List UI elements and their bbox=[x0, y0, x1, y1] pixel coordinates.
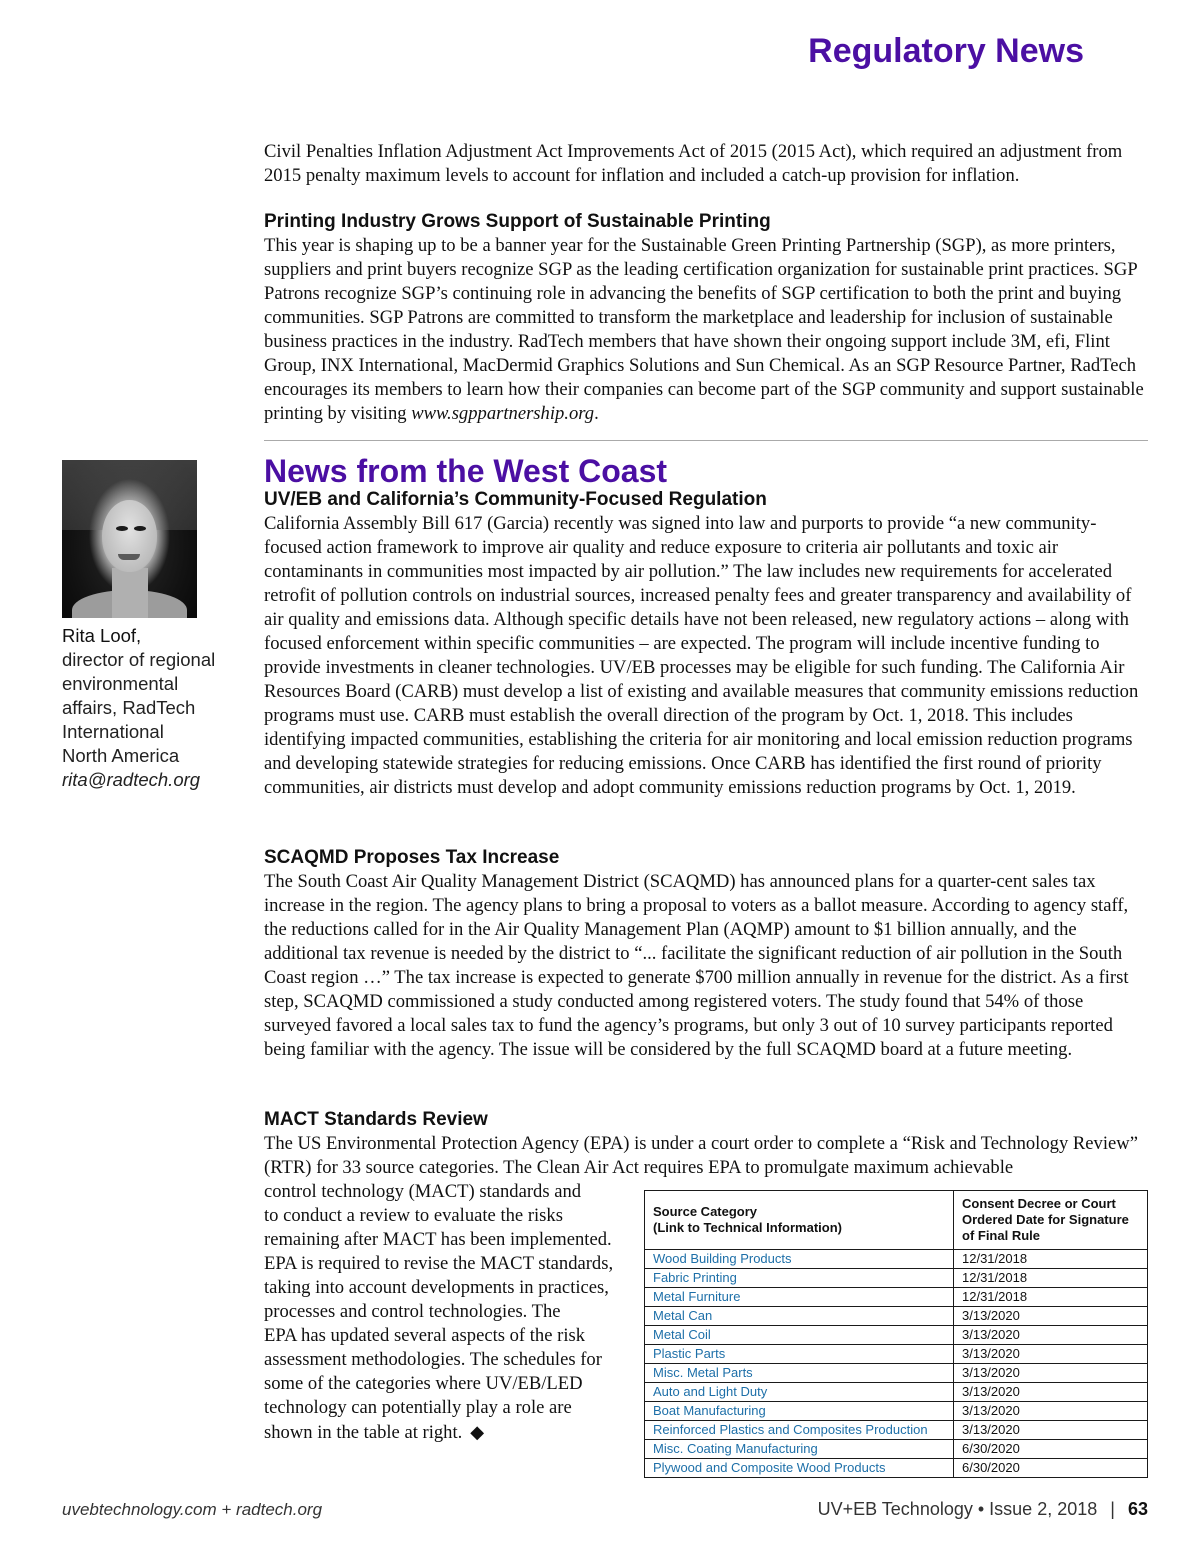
header-consent-date: Consent Decree or Court Ordered Date for Signature of Final Rule bbox=[954, 1191, 1148, 1250]
mact-line-last bbox=[264, 1420, 644, 1445]
sgp-heading: Printing Industry Grows Support of Sustainable Printing bbox=[264, 211, 771, 232]
photo-neck bbox=[112, 568, 148, 618]
section-divider bbox=[264, 440, 1148, 441]
date-cell: 3/13/2020 bbox=[954, 1421, 1148, 1440]
category-link[interactable]: Plastic Parts bbox=[645, 1345, 954, 1364]
author-title-line: International bbox=[62, 721, 164, 742]
mact-line: assessment methodologies. The schedules for bbox=[264, 1349, 602, 1370]
category-link[interactable]: Misc. Coating Manufacturing bbox=[645, 1440, 954, 1459]
date-cell: 3/13/2020 bbox=[954, 1364, 1148, 1383]
mact-line: processes and control technologies. The bbox=[264, 1301, 561, 1322]
author-email[interactable]: rita@radtech.org bbox=[62, 769, 201, 790]
table-row bbox=[645, 1288, 1148, 1307]
author-title-line: environmental bbox=[62, 673, 179, 694]
sgp-article bbox=[264, 210, 1148, 426]
sgp-link[interactable]: www.sgppartnership.org bbox=[411, 403, 595, 424]
mact-line: to conduct a review to evaluate the risks bbox=[264, 1205, 563, 1226]
west-coast-title: News from the West Coast bbox=[264, 453, 668, 489]
table-row bbox=[645, 1326, 1148, 1345]
date-cell: 6/30/2020 bbox=[954, 1440, 1148, 1459]
end-mark-icon: ◆ bbox=[470, 1422, 485, 1442]
footer-separator: | bbox=[1110, 1499, 1115, 1519]
table-row bbox=[645, 1269, 1148, 1288]
author-title-line: affairs, RadTech bbox=[62, 697, 196, 718]
header-source-category bbox=[645, 1191, 954, 1250]
header-source-category-label: Source Category bbox=[653, 1204, 758, 1219]
mact-line: EPA has updated several aspects of the risk bbox=[264, 1325, 586, 1346]
category-link[interactable]: Auto and Light Duty bbox=[645, 1383, 954, 1402]
article-mact bbox=[264, 1108, 1148, 1180]
ab617-body: California Assembly Bill 617 (Garcia) recently was signed into law and purports to provide “a new community-focused action framework to improve air quality and reduce exposure to criteria air pollutants and toxic air contaminants in communities most impacted by air pollution.” The law includes new requirements for accelerated retrofit of pollution controls on industrial sources, increased penalty fees and greater transparency and availability of air quality and emissions data. Although specific details have not been released, new regulatory actions – along with focused enforcement within specific communities – are expected. The program will include incentive funding to provide investments in cleaner technologies. UV/EB processes may be eligible for such funding. The California Air Resources Board (CARB) must develop a list of existing and available measures that community emissions reduction programs must use. CARB must establish the overall direction of the program by Oct. 1, 2018. This includes identifying impacted communities, establishing the criteria for air monitoring and local emission reduction programs and developing statewide strategies for reducing emissions. Once CARB has identified the first round of priority communities, air districts must develop and adopt community emissions reduction programs by Oct. 1, 2019. bbox=[264, 513, 1139, 798]
category-link[interactable]: Wood Building Products bbox=[645, 1250, 954, 1269]
mact-line: technology can potentially play a role are bbox=[264, 1397, 572, 1418]
table-row bbox=[645, 1364, 1148, 1383]
author-title-line: director of regional bbox=[62, 649, 216, 670]
table-header-row bbox=[645, 1191, 1148, 1250]
sgp-body bbox=[264, 234, 1148, 426]
table-row bbox=[645, 1307, 1148, 1326]
scaqmd-body: The South Coast Air Quality Management District (SCAQMD) has announced plans for a quarter-cent sales tax increase in the region. The agency plans to bring a proposal to voters as a ballot measure. According to agency staff, the reductions called for in the Air Quality Management Plan (AQMP) amount to $1 billion annually, and the additional tax revenue is needed by the district to “... facilitate the significant reduction of air pollution in the South Coast region …” The tax increase is expected to generate $700 million annually in revenue for the district. As a first step, SCAQMD commissioned a study conducted among registered voters. The study found that 54% of those surveyed favored a local sales tax to fund the agency’s programs, but only 3 out of 10 survey participants reported being familiar with the agency. The issue will be considered by the full SCAQMD board at a future meeting. bbox=[264, 871, 1129, 1060]
page-number: 63 bbox=[1127, 1499, 1148, 1519]
category-link[interactable]: Metal Coil bbox=[645, 1326, 954, 1345]
table-row bbox=[645, 1459, 1148, 1478]
ab617-heading: UV/EB and California’s Community-Focused Regulation bbox=[264, 489, 767, 510]
category-link[interactable]: Boat Manufacturing bbox=[645, 1402, 954, 1421]
publication-issue: UV+EB Technology • Issue 2, 2018 bbox=[817, 1499, 1098, 1519]
footer-websites[interactable]: uvebtechnology.com + radtech.org bbox=[62, 1500, 323, 1519]
photo-face bbox=[102, 500, 157, 572]
category-link[interactable]: Metal Furniture bbox=[645, 1288, 954, 1307]
footer-publication bbox=[818, 1499, 1148, 1520]
table-row bbox=[645, 1345, 1148, 1364]
table-row bbox=[645, 1421, 1148, 1440]
mact-heading: MACT Standards Review bbox=[264, 1109, 488, 1130]
mact-line: control technology (MACT) standards and bbox=[264, 1181, 582, 1202]
date-cell: 3/13/2020 bbox=[954, 1326, 1148, 1345]
category-link[interactable]: Reinforced Plastics and Composites Production bbox=[645, 1421, 954, 1440]
mact-body-wrap bbox=[264, 1180, 644, 1445]
section-title: Regulatory News bbox=[808, 32, 1084, 70]
table-row bbox=[645, 1440, 1148, 1459]
mact-body-intro: The US Environmental Protection Agency (EPA) is under a court order to complete a “Risk and Technology Review” (RTR) for 33 source categories. The Clean Air Act requires EPA to promulgate maximum achievable bbox=[264, 1133, 1138, 1178]
author-photo bbox=[62, 460, 197, 618]
date-cell: 6/30/2020 bbox=[954, 1459, 1148, 1478]
date-cell: 3/13/2020 bbox=[954, 1345, 1148, 1364]
mact-schedule-table bbox=[644, 1190, 1148, 1478]
article-scaqmd bbox=[264, 846, 1148, 1062]
photo-right-eye bbox=[134, 526, 146, 531]
photo-mouth bbox=[118, 554, 140, 560]
date-cell: 3/13/2020 bbox=[954, 1402, 1148, 1421]
date-cell: 3/13/2020 bbox=[954, 1307, 1148, 1326]
category-link[interactable]: Misc. Metal Parts bbox=[645, 1364, 954, 1383]
scaqmd-heading: SCAQMD Proposes Tax Increase bbox=[264, 847, 560, 868]
mact-line: remaining after MACT has been implemented. bbox=[264, 1229, 612, 1250]
table-row bbox=[645, 1250, 1148, 1269]
intro-paragraph: Civil Penalties Inflation Adjustment Act Improvements Act of 2015 (2015 Act), which required an adjustment from 2015 penalty maximum levels to account for inflation and included a catch-up provision for inflation. bbox=[264, 141, 1123, 186]
article-ab617 bbox=[264, 488, 1148, 800]
category-link[interactable]: Fabric Printing bbox=[645, 1269, 954, 1288]
author-bio bbox=[62, 624, 252, 792]
date-cell: 3/13/2020 bbox=[954, 1383, 1148, 1402]
header-source-category-sub: (Link to Technical Information) bbox=[653, 1220, 842, 1235]
author-title-line: North America bbox=[62, 745, 180, 766]
category-link[interactable]: Metal Can bbox=[645, 1307, 954, 1326]
mact-line-last-text: shown in the table at right. bbox=[264, 1422, 463, 1443]
date-cell: 12/31/2018 bbox=[954, 1269, 1148, 1288]
mact-line: taking into account developments in practices, bbox=[264, 1277, 609, 1298]
author-name: Rita Loof, bbox=[62, 625, 142, 646]
table-row bbox=[645, 1383, 1148, 1402]
photo-left-eye bbox=[116, 526, 128, 531]
date-cell: 12/31/2018 bbox=[954, 1288, 1148, 1307]
table-row bbox=[645, 1402, 1148, 1421]
date-cell: 12/31/2018 bbox=[954, 1250, 1148, 1269]
mact-line: EPA is required to revise the MACT standards, bbox=[264, 1253, 614, 1274]
category-link[interactable]: Plywood and Composite Wood Products bbox=[645, 1459, 954, 1478]
sgp-body-end: . bbox=[594, 403, 599, 424]
mact-line: some of the categories where UV/EB/LED bbox=[264, 1373, 583, 1394]
sgp-body-text: This year is shaping up to be a banner year for the Sustainable Green Printing Partnership (SGP), as more printers, suppliers and print buyers recognize SGP as the leading certification organization for sustainable print practices. SGP Patrons recognize SGP’s continuing role in advancing the benefits of SGP certification to both the print and buying communities. SGP Patrons are committed to transform the marketplace and leadership for inclusion of sustainable business practices in the industry. RadTech members that have shown their ongoing support include 3M, efi, Flint Group, INX International, MacDermid Graphics Solutions and Sun Chemical. As an SGP Resource Partner, RadTech encourages its members to learn how their companies can become part of the SGP community and support sustainable printing by visiting bbox=[264, 235, 1144, 424]
